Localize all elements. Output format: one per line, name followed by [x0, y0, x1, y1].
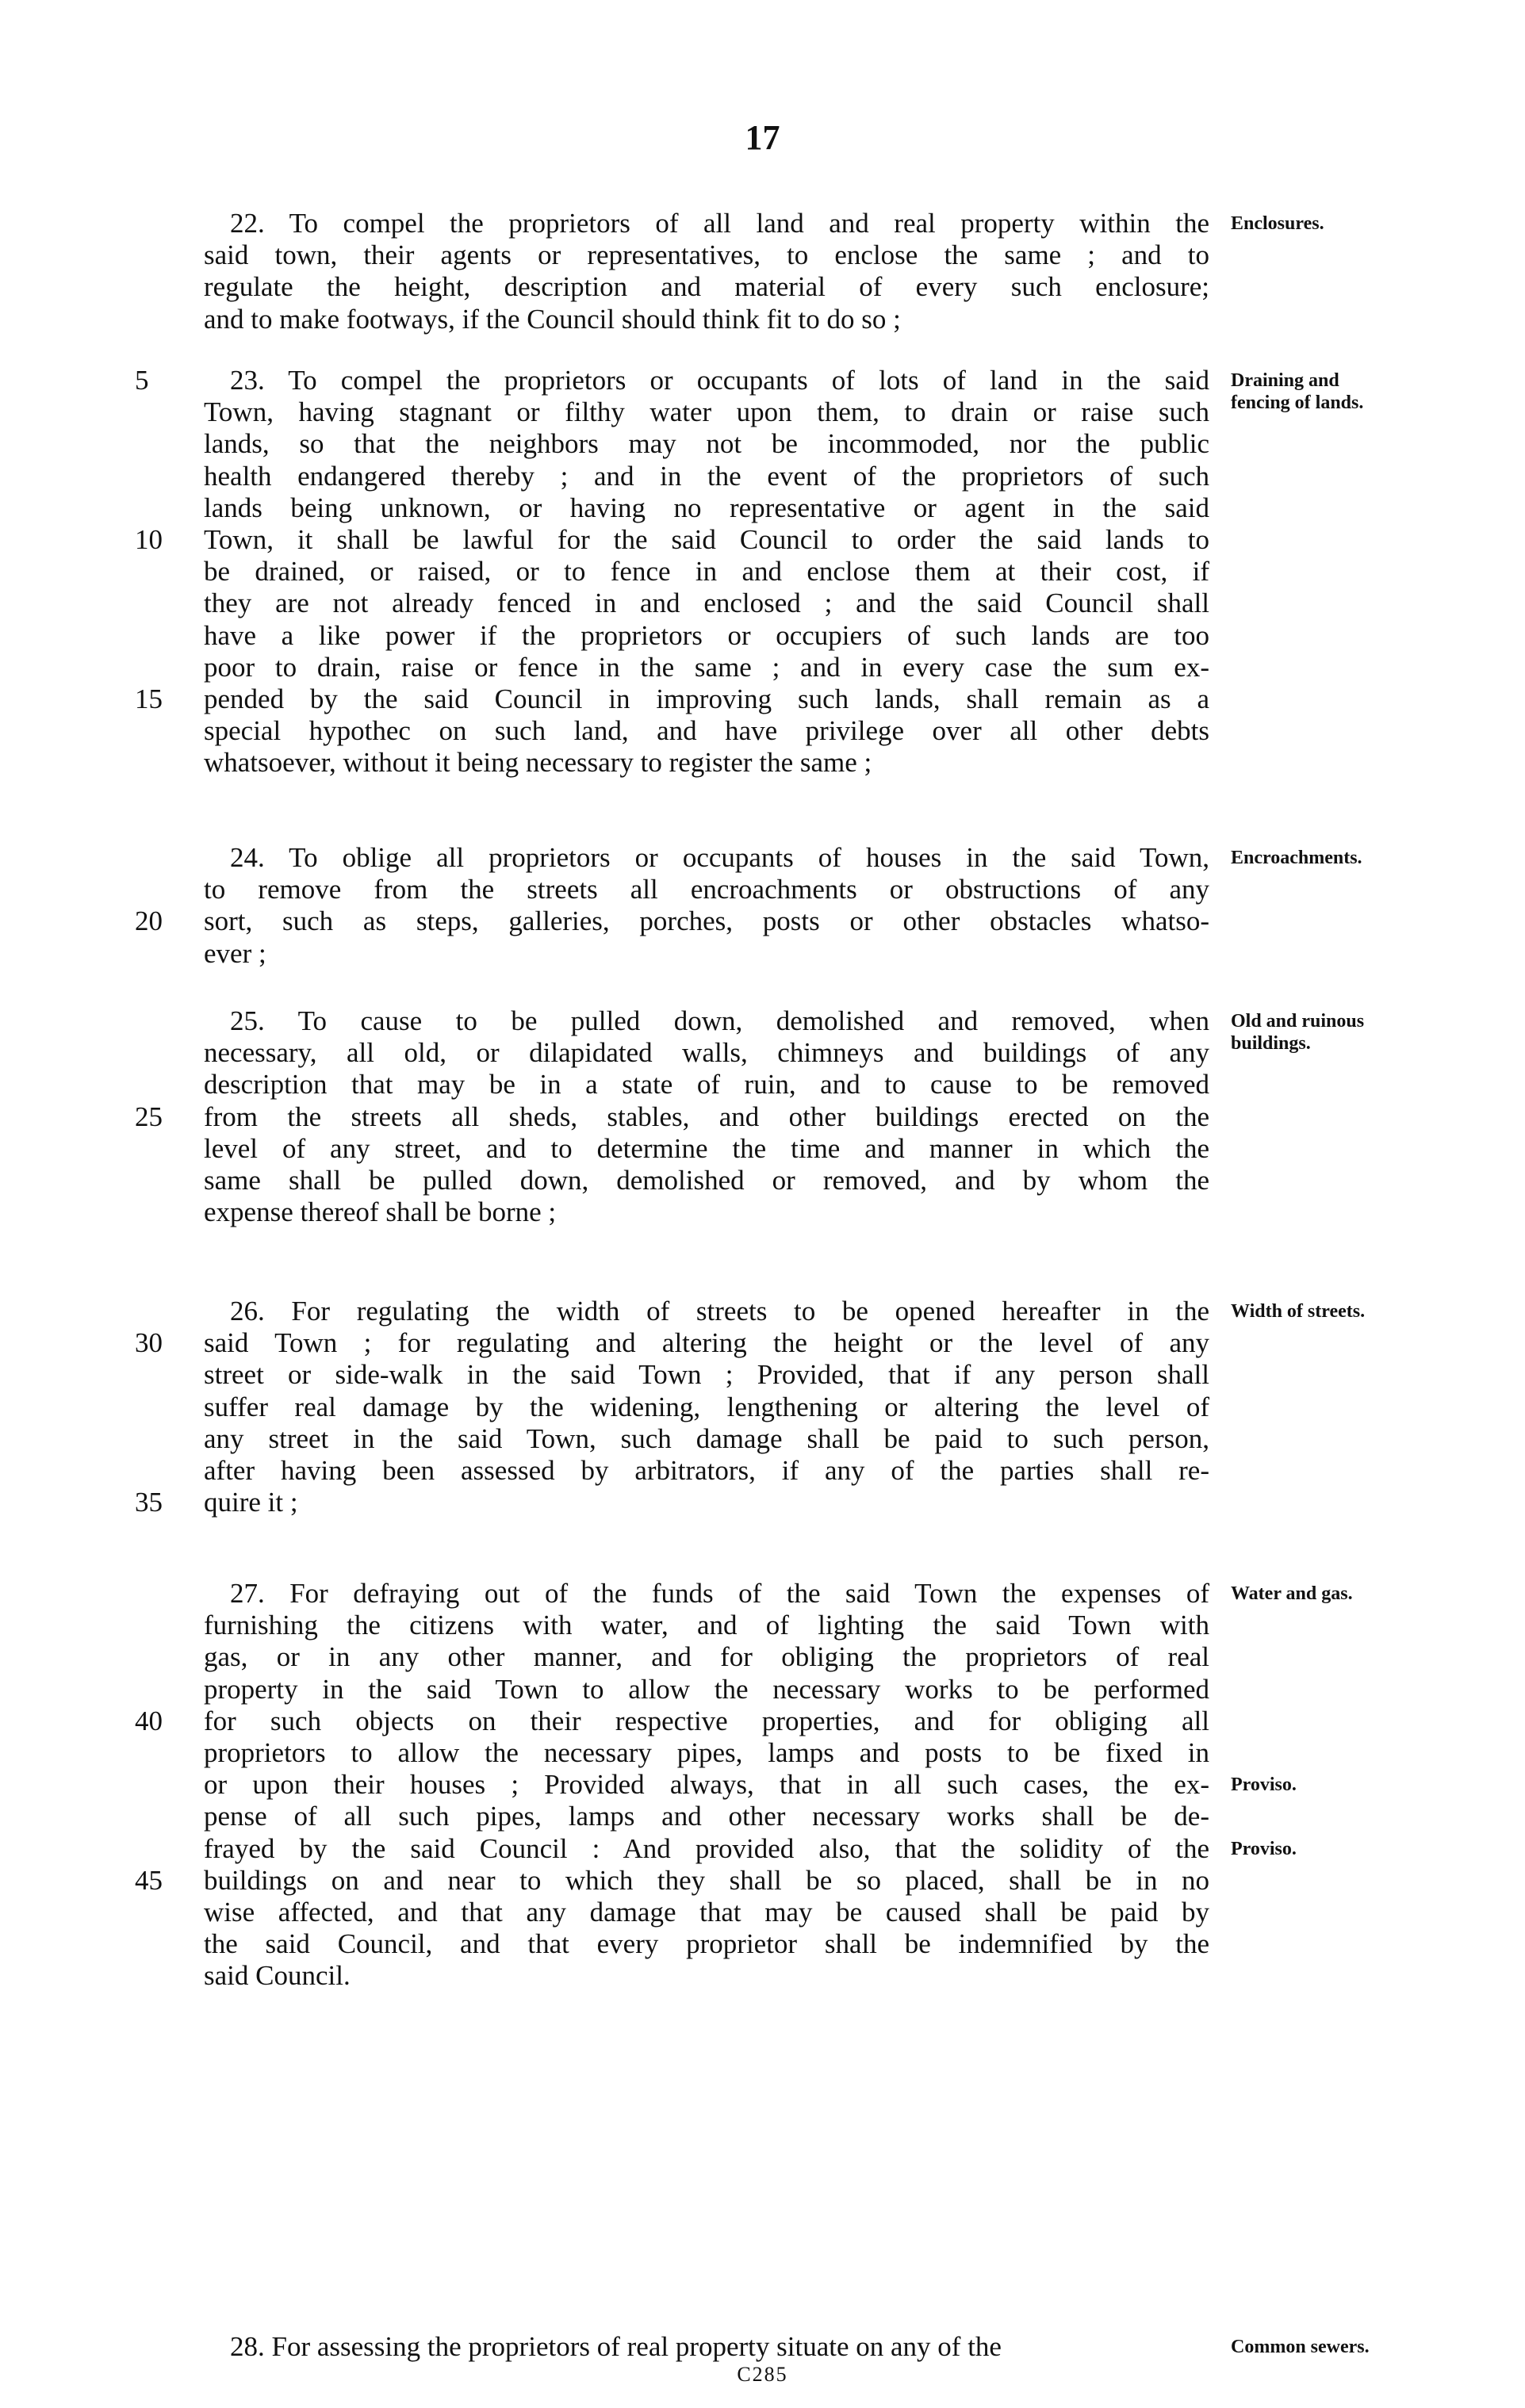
line-number: 45 [135, 1864, 163, 1896]
text-line: same shall be pulled down, demolished or removed, and by whom the [204, 1165, 1209, 1196]
text-line: 23. To compel the proprietors or occupants of lots of land in the said [230, 365, 1209, 396]
text-line: property in the said Town to allow the necessary works to be performed [204, 1673, 1209, 1705]
text-line: and to make footways, if the Council should think fit to do so ; [204, 303, 901, 335]
line-number: 20 [135, 905, 163, 937]
text-line: the said Council, and that every proprietor shall be indemnified by the [204, 1928, 1209, 1960]
text-line: after having been assessed by arbitrators, if any of the parties shall re- [204, 1455, 1209, 1486]
line-number: 35 [135, 1487, 163, 1518]
line-number: 30 [135, 1327, 163, 1359]
text-line: for such objects on their respective properties, and for obliging all [204, 1705, 1209, 1736]
line-number: 15 [135, 683, 163, 714]
text-line: frayed by the said Council : And provided also, that the solidity of the [204, 1832, 1209, 1864]
margin-note-proviso: Proviso. [1231, 1774, 1297, 1796]
text-line: 28. For assessing the proprietors of real property situate on any of the [230, 2331, 1002, 2362]
text-line: poor to drain, raise or fence in the same ; and in every case the sum ex- [204, 651, 1209, 683]
text-line: expense thereof shall be borne ; [204, 1196, 557, 1228]
line-number: 40 [135, 1705, 163, 1736]
text-line: or upon their houses ; Provided always, that in all such cases, the ex- [204, 1769, 1209, 1801]
text-line: description that may be in a state of ruin, and to cause to be removed [204, 1069, 1209, 1101]
margin-note-proviso: Proviso. [1231, 1838, 1297, 1859]
text-line: have a like power if the proprietors or occupiers of such lands are too [204, 619, 1209, 651]
margin-note: Water and gas. [1231, 1583, 1353, 1604]
text-line: be drained, or raised, or to fence in and enclose them at their cost, if [204, 556, 1209, 588]
text-line: 27. For defraying out of the funds of the said Town the expenses of [230, 1578, 1209, 1609]
text-line: 26. For regulating the width of streets to be opened hereafter in the [230, 1296, 1209, 1327]
text-line: wise affected, and that any damage that may be caused shall be paid by [204, 1897, 1209, 1928]
text-line: health endangered thereby ; and in the event of the proprietors of such [204, 460, 1209, 492]
margin-note: Common sewers. [1231, 2337, 1370, 2357]
signature-mark: C285 [737, 2363, 788, 2386]
text-line: 22. To compel the proprietors of all land and real property within the [230, 208, 1209, 239]
text-line: whatsoever, without it being necessary to register the same ; [204, 747, 872, 779]
text-line: buildings on and near to which they shall be so placed, shall be in no [204, 1864, 1209, 1896]
margin-note: Width of streets. [1231, 1301, 1366, 1322]
text-line: regulate the height, description and material of every such enclosure; [204, 271, 1209, 303]
text-line: furnishing the citizens with water, and of lighting the said Town with [204, 1610, 1209, 1641]
margin-note: Enclosures. [1231, 213, 1324, 234]
text-line: 25. To cause to be pulled down, demolished and removed, when [230, 1005, 1209, 1036]
text-line: gas, or in any other manner, and for obliging the proprietors of real [204, 1641, 1209, 1673]
text-line: proprietors to allow the necessary pipes, lamps and posts to be fixed in [204, 1737, 1209, 1768]
text-line: said town, their agents or representatives, to enclose the same ; and to [204, 239, 1209, 271]
line-number: 25 [135, 1101, 163, 1132]
margin-note: Draining and fencing of lands. [1231, 370, 1364, 413]
text-line: ever ; [204, 937, 266, 969]
text-line: lands, so that the neighbors may not be incommoded, nor the public [204, 428, 1209, 460]
text-line: special hypothec on such land, and have privilege over all other debts [204, 715, 1209, 747]
text-line: 24. To oblige all proprietors or occupants of houses in the said Town, [230, 842, 1209, 873]
text-line: lands being unknown, or having no representative or agent in the said [204, 492, 1209, 523]
text-line: sort, such as steps, galleries, porches, posts or other obstacles whatso- [204, 905, 1209, 937]
text-line: necessary, all old, or dilapidated walls, chimneys and buildings of any [204, 1037, 1209, 1069]
page-number: 17 [745, 118, 780, 157]
text-line: said Town ; for regulating and altering the height or the level of any [204, 1327, 1209, 1359]
text-line: they are not already fenced in and enclosed ; and the said Council shall [204, 588, 1209, 619]
text-line: street or side-walk in the said Town ; Provided, that if any person shall [204, 1359, 1209, 1391]
text-line: any street in the said Town, such damage shall be paid to such person, [204, 1422, 1209, 1454]
margin-note: Old and ruinous buildings. [1231, 1011, 1365, 1054]
margin-note: Encroachments. [1231, 848, 1362, 868]
text-line: from the streets all sheds, stables, and other buildings erected on the [204, 1101, 1209, 1132]
text-line: pended by the said Council in improving such lands, shall remain as a [204, 683, 1209, 714]
text-line: Town, having stagnant or filthy water upon them, to drain or raise such [204, 396, 1209, 428]
text-line: said Council. [204, 1960, 351, 1992]
text-line: level of any street, and to determine the time and manner in which the [204, 1132, 1209, 1164]
line-number: 10 [135, 524, 163, 555]
text-line: Town, it shall be lawful for the said Council to order the said lands to [204, 524, 1209, 555]
text-line: suffer real damage by the widening, lengthening or altering the level of [204, 1391, 1209, 1422]
line-number: 5 [135, 365, 149, 396]
text-line: to remove from the streets all encroachments or obstructions of any [204, 874, 1209, 905]
text-line: pense of all such pipes, lamps and other necessary works shall be de- [204, 1801, 1209, 1832]
text-line: quire it ; [204, 1487, 298, 1518]
